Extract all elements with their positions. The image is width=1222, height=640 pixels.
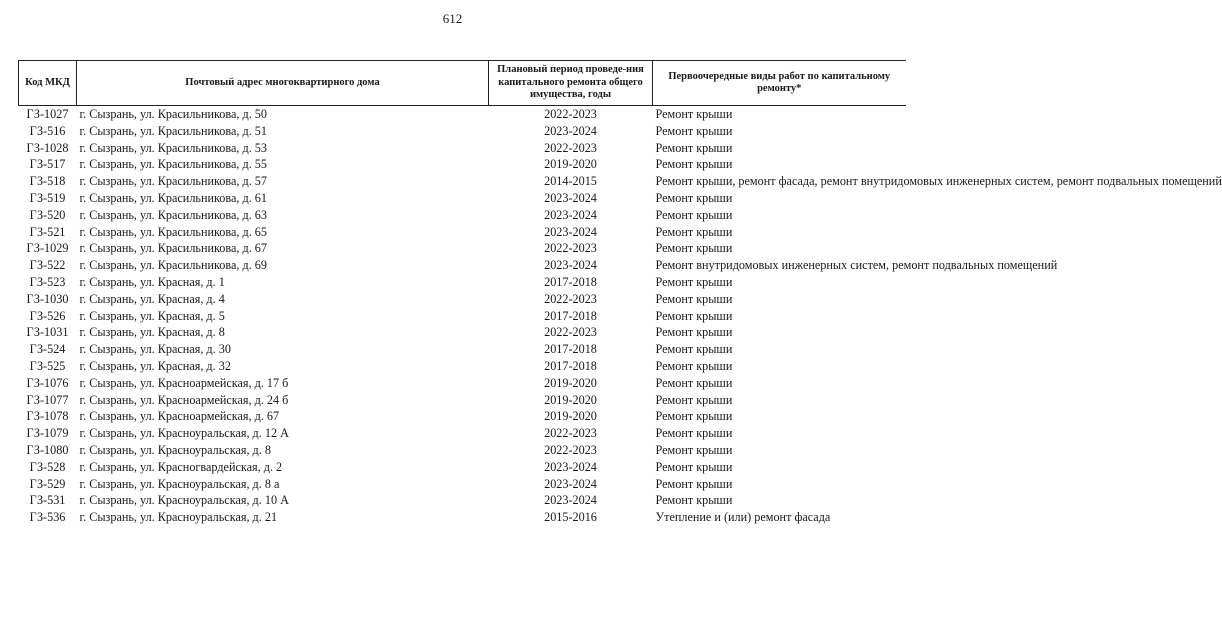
cell-period: 2023-2024	[544, 476, 597, 491]
cell-works: Ремонт крыши	[655, 476, 733, 491]
table-row	[19, 442, 906, 459]
cell-works: Ремонт крыши	[655, 241, 733, 256]
cell-address: г. Сызрань, ул. Красноармейская, д. 67	[79, 409, 280, 424]
cell-code: ГЗ-1079	[26, 426, 69, 441]
cell-works: Ремонт внутридомовых инженерных систем, ремонт подвальных помещений	[655, 258, 1058, 273]
cell-period: 2023-2024	[544, 493, 597, 508]
table-row	[19, 324, 906, 341]
table-row	[19, 240, 906, 257]
cell-code: ГЗ-1030	[26, 291, 69, 306]
cell-works: Ремонт крыши	[655, 459, 733, 474]
cell-address: г. Сызрань, ул. Красноармейская, д. 24 б	[79, 392, 289, 407]
cell-code: ГЗ-536	[29, 510, 66, 525]
cell-address: г. Сызрань, ул. Красноуральская, д. 8	[79, 442, 271, 457]
cell-code: ГЗ-524	[29, 342, 66, 357]
header-address: Почтовый адрес многоквартирного дома	[77, 61, 489, 106]
table-row	[19, 492, 906, 509]
table-row	[19, 123, 906, 140]
cell-code: ГЗ-522	[29, 258, 66, 273]
cell-works: Ремонт крыши	[655, 375, 733, 390]
table-row	[19, 408, 906, 425]
table-row	[19, 140, 906, 157]
cell-period: 2022-2023	[544, 241, 597, 256]
cell-period: 2023-2024	[544, 459, 597, 474]
table-row	[19, 308, 906, 325]
cell-works: Ремонт крыши	[655, 493, 733, 508]
cell-code: ГЗ-1031	[26, 325, 69, 340]
table-row	[19, 274, 906, 291]
cell-works: Утепление и (или) ремонт фасада	[655, 510, 831, 525]
cell-address: г. Сызрань, ул. Красильникова, д. 63	[79, 207, 267, 222]
cell-code: ГЗ-529	[29, 476, 66, 491]
header-code: Код МКД	[19, 61, 77, 106]
cell-period: 2023-2024	[544, 224, 597, 239]
cell-address: г. Сызрань, ул. Красильникова, д. 53	[79, 140, 267, 155]
cell-period: 2014-2015	[544, 174, 597, 189]
table-row	[19, 392, 906, 409]
cell-address: г. Сызрань, ул. Красильникова, д. 55	[79, 157, 267, 172]
cell-code: ГЗ-526	[29, 308, 66, 323]
cell-address: г. Сызрань, ул. Красная, д. 4	[79, 291, 225, 306]
cell-code: ГЗ-523	[29, 274, 66, 289]
cell-code: ГЗ-1077	[26, 392, 69, 407]
cell-code: ГЗ-519	[29, 190, 66, 205]
header-works: Первоочередные виды работ по капитальному ремонту*	[653, 61, 906, 106]
cell-address: г. Сызрань, ул. Красная, д. 1	[79, 274, 225, 289]
cell-period: 2017-2018	[544, 308, 597, 323]
cell-code: ГЗ-521	[29, 224, 66, 239]
cell-address: г. Сызрань, ул. Красная, д. 32	[79, 358, 231, 373]
table-header	[19, 61, 906, 106]
cell-code: ГЗ-1076	[26, 375, 69, 390]
cell-period: 2017-2018	[544, 342, 597, 357]
cell-code: ГЗ-1028	[26, 140, 69, 155]
cell-address: г. Сызрань, ул. Красная, д. 5	[79, 308, 225, 323]
cell-address: г. Сызрань, ул. Красногвардейская, д. 2	[79, 459, 283, 474]
cell-works: Ремонт крыши	[655, 342, 733, 357]
cell-address: г. Сызрань, ул. Красноуральская, д. 12 А	[79, 426, 289, 441]
housing-register-table	[18, 60, 1222, 526]
cell-code: ГЗ-525	[29, 358, 66, 373]
cell-address: г. Сызрань, ул. Красильникова, д. 51	[79, 123, 267, 138]
table-row	[19, 425, 906, 442]
cell-period: 2019-2020	[544, 375, 597, 390]
cell-works: Ремонт крыши	[655, 308, 733, 323]
cell-period: 2023-2024	[544, 123, 597, 138]
table-row	[19, 459, 906, 476]
cell-works: Ремонт крыши	[655, 157, 733, 172]
cell-address: г. Сызрань, ул. Красильникова, д. 65	[79, 224, 267, 239]
cell-address: г. Сызрань, ул. Красная, д. 8	[79, 325, 225, 340]
cell-address: г. Сызрань, ул. Красноармейская, д. 17 б	[79, 375, 289, 390]
cell-period: 2019-2020	[544, 409, 597, 424]
cell-works: Ремонт крыши	[655, 409, 733, 424]
table-row	[19, 106, 906, 123]
cell-period: 2023-2024	[544, 207, 597, 222]
cell-address: г. Сызрань, ул. Красноуральская, д. 8 а	[79, 476, 280, 491]
cell-period: 2022-2023	[544, 291, 597, 306]
cell-period: 2023-2024	[544, 190, 597, 205]
cell-period: 2017-2018	[544, 274, 597, 289]
cell-code: ГЗ-516	[29, 123, 66, 138]
cell-period: 2023-2024	[544, 258, 597, 273]
cell-period: 2019-2020	[544, 157, 597, 172]
cell-address: г. Сызрань, ул. Красильникова, д. 50	[79, 107, 267, 121]
cell-works: Ремонт крыши	[655, 123, 733, 138]
cell-period: 2022-2023	[544, 140, 597, 155]
cell-works: Ремонт крыши	[655, 291, 733, 306]
table-row	[19, 224, 906, 241]
table-row	[19, 257, 906, 274]
cell-works: Ремонт крыши	[655, 207, 733, 222]
table-body	[19, 106, 1222, 526]
cell-works: Ремонт крыши	[655, 426, 733, 441]
cell-address: г. Сызрань, ул. Красноуральская, д. 21	[79, 510, 278, 525]
cell-period: 2022-2023	[544, 442, 597, 457]
table-row	[19, 375, 906, 392]
cell-address: г. Сызрань, ул. Красильникова, д. 67	[79, 241, 267, 256]
cell-works: Ремонт крыши	[655, 140, 733, 155]
cell-address: г. Сызрань, ул. Красильникова, д. 69	[79, 258, 267, 273]
cell-works: Ремонт крыши, ремонт фасада, ремонт внутридомовых инженерных систем, ремонт подвальных помещений	[655, 174, 1222, 189]
cell-address: г. Сызрань, ул. Красная, д. 30	[79, 342, 231, 357]
cell-code: ГЗ-531	[29, 493, 66, 508]
table-row	[19, 476, 906, 493]
table-row	[19, 509, 906, 526]
cell-period: 2022-2023	[544, 426, 597, 441]
table-row	[19, 156, 906, 173]
cell-address: г. Сызрань, ул. Красильникова, д. 57	[79, 174, 267, 189]
page-number: 612	[442, 11, 463, 26]
cell-period: 2019-2020	[544, 392, 597, 407]
table-row	[19, 341, 906, 358]
cell-works: Ремонт крыши	[655, 224, 733, 239]
cell-code: ГЗ-518	[29, 174, 66, 189]
cell-period: 2015-2016	[544, 510, 597, 525]
cell-code: ГЗ-517	[29, 157, 66, 172]
cell-works: Ремонт крыши	[655, 325, 733, 340]
cell-works: Ремонт крыши	[655, 392, 733, 407]
cell-works: Ремонт крыши	[655, 107, 733, 121]
cell-code: ГЗ-1078	[26, 409, 69, 424]
cell-period: 2017-2018	[544, 358, 597, 373]
cell-code: ГЗ-1027	[26, 107, 69, 121]
cell-code: ГЗ-1029	[26, 241, 69, 256]
cell-code: ГЗ-520	[29, 207, 66, 222]
cell-works: Ремонт крыши	[655, 190, 733, 205]
cell-code: ГЗ-528	[29, 459, 66, 474]
header-period: Плановый период проведе-ния капитального ремонта общего имущества, годы	[489, 61, 653, 106]
cell-works: Ремонт крыши	[655, 274, 733, 289]
cell-period: 2022-2023	[544, 325, 597, 340]
cell-address: г. Сызрань, ул. Красноуральская, д. 10 А	[79, 493, 289, 508]
cell-works: Ремонт крыши	[655, 358, 733, 373]
table-row	[19, 291, 906, 308]
cell-period: 2022-2023	[544, 107, 597, 121]
table-row	[19, 173, 906, 190]
table-row	[19, 190, 906, 207]
cell-code: ГЗ-1080	[26, 442, 69, 457]
cell-address: г. Сызрань, ул. Красильникова, д. 61	[79, 190, 267, 205]
cell-works: Ремонт крыши	[655, 442, 733, 457]
table-row	[19, 207, 906, 224]
table-row	[19, 358, 906, 375]
